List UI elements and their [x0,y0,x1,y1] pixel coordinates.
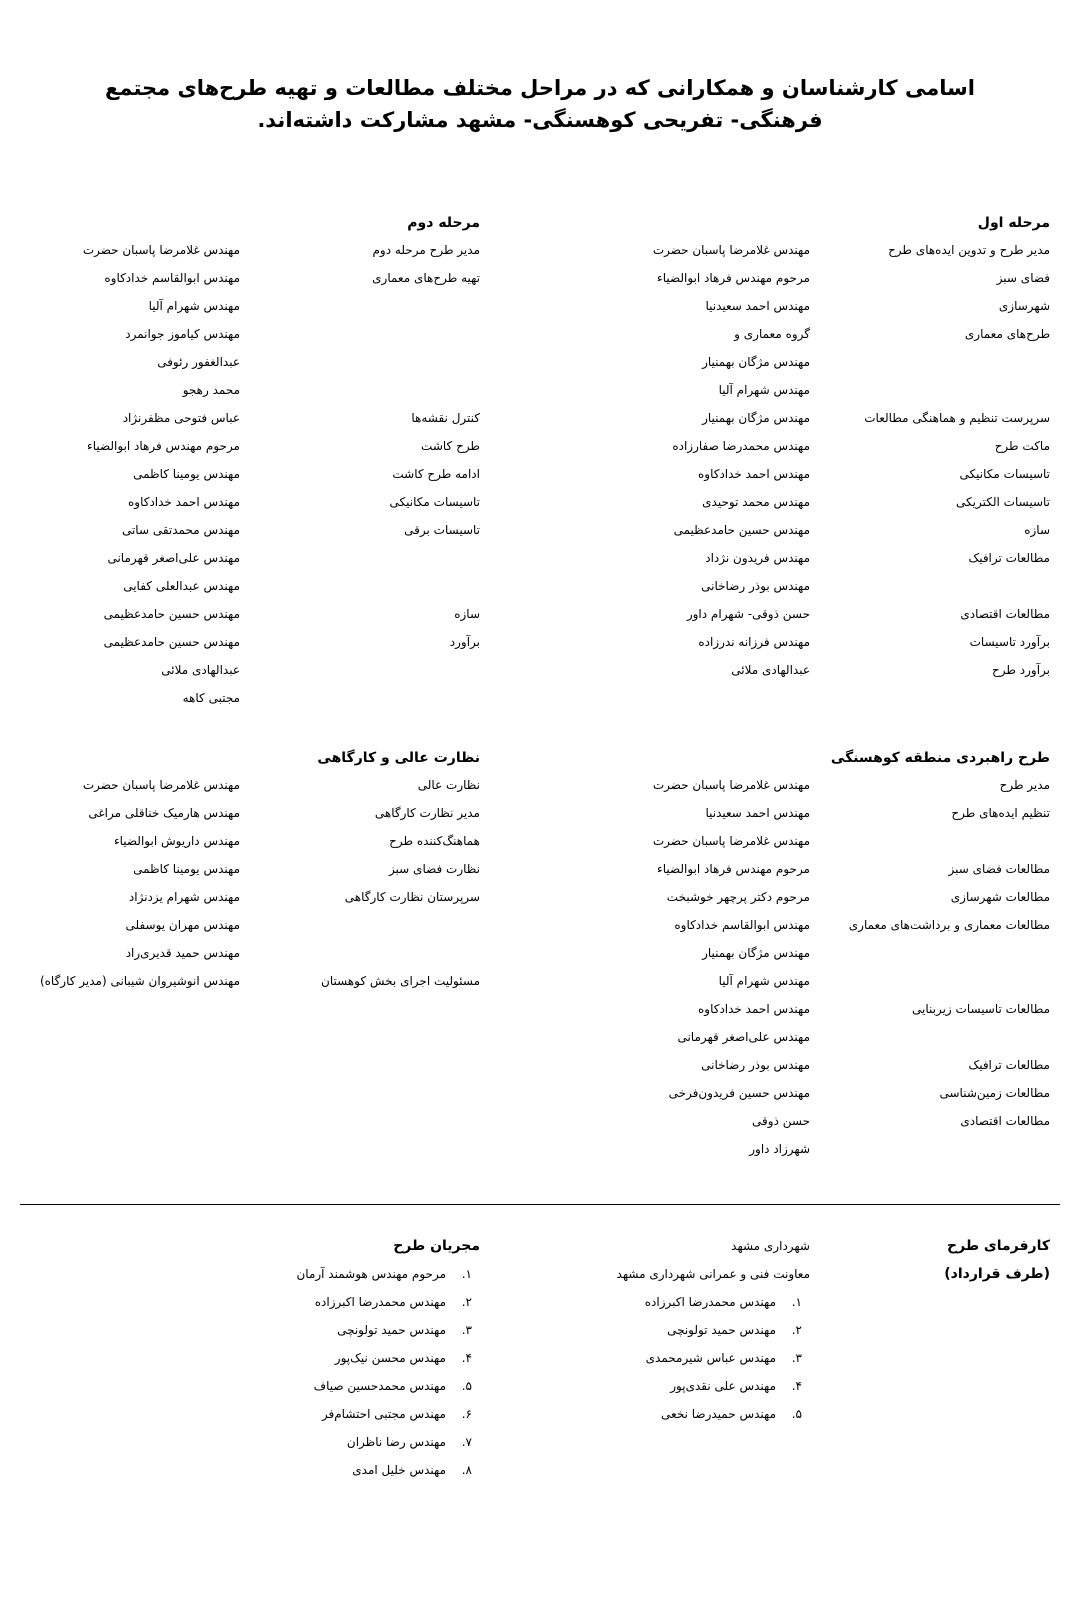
person-name: مهندس عباس شیرمحمدی [645,1351,776,1365]
credit-row [570,432,1050,460]
credit-row [570,656,1050,684]
credit-row [570,1079,1050,1107]
role-label: شهرسازی [998,299,1050,313]
item-number: ۳. [461,1323,472,1337]
person-name: مهندس حسین حامدعظیمی [673,523,810,537]
item-number: ۵. [791,1407,802,1421]
role-label: تاسیسات برقی [404,523,480,537]
role-label: برآورد [449,635,480,649]
role-label: مطالعات ترافیک [968,551,1050,565]
item-number: ۴. [461,1351,472,1365]
role-label: سرپرستان نظارت کارگاهی [344,890,480,904]
list-item [220,1372,480,1400]
person-name: مهندس محمدرضا اکبرزاده [644,1295,776,1309]
koohsangi-section [570,745,1050,1163]
credit-row [570,1135,1050,1163]
credit-row [570,236,1050,264]
list-item [550,1316,810,1344]
role-label: تاسیسات مکانیکی [389,495,480,509]
person-name: مهندس علی‌اصغر قهرمانی [677,1030,810,1044]
person-name: مهندس بوذر رضاخانی [701,1058,810,1072]
person-name: مهندس حسین فریدون‌فرخی [668,1086,810,1100]
person-name: مهندس حسین حامدعظیمی [103,607,240,621]
role-label: فضای سبز [996,271,1050,285]
credit-row [20,855,480,883]
person-name: مهندس حسین حامدعظیمی [103,635,240,649]
role-label: سازه [454,607,480,621]
person-name: مهندس ابوالقاسم خدادکاوه [674,918,810,932]
credit-row [570,1023,1050,1051]
stage1-rows [570,236,1050,684]
person-name: عبدالهادی ملائی [731,663,810,677]
credit-row [30,432,480,460]
credit-row [30,684,480,712]
person-name: مهندس احمد سعیدنیا [705,806,810,820]
credit-row [30,348,480,376]
person-name: مرحوم دکتر پرچهر خوشبخت [666,890,810,904]
role-label: هماهنگ‌کننده طرح [389,834,480,848]
role-label: کنترل نقشه‌ها [411,411,480,425]
list-item [550,1400,810,1428]
credit-row [570,911,1050,939]
person-name: مهندس حمید تولونچی [337,1323,446,1337]
person-name: مهندس یومینا کاظمی [133,862,240,876]
document-title: اسامی کارشناسان و همکارانی که در مراحل مختلف مطالعات و تهیه طرح‌های مجتمع فرهنگی- تفریحی کوهسنگی- مشهد مشارکت داشته‌اند. [105,76,975,132]
role-label: برآورد تاسیسات [969,635,1050,649]
person-name: مرحوم مهندس فرهاد ابوالضیاء [657,271,810,285]
person-name: مهندس شهرام آلیا [718,383,810,397]
credit-row [570,544,1050,572]
person-name: مرحوم مهندس فرهاد ابوالضیاء [87,439,240,453]
person-name: مهندس هارمیک خناقلی مراغی [88,806,240,820]
role-label: تنظیم ایده‌های طرح [951,806,1050,820]
person-name: مهندس مژگان بهمنیار [702,355,810,369]
person-name: عبدالغفور رئوفی [157,355,240,369]
person-name: مهندس محسن نیک‌پور [334,1351,446,1365]
credit-row [570,883,1050,911]
person-name: مهندس حمید قدیری‌راد [125,946,240,960]
role-label: ادامه طرح کاشت [392,467,480,481]
role-label: نظارت فضای سبز [388,862,480,876]
person-name: مهندس مژگان بهمنیار [702,946,810,960]
supervision-rows [20,771,480,995]
credit-row [30,404,480,432]
person-name: مهندس احمد خدادکاوه [698,467,810,481]
person-name: مهندس غلامرضا پاسبان حضرت [82,778,240,792]
role-label: برآورد طرح [992,663,1050,677]
contractors-members [220,1260,480,1484]
stage2-heading: مرحله دوم [407,215,480,231]
person-name: محمد رهجو [182,383,240,397]
municipality-block [550,1232,810,1428]
credit-row [570,799,1050,827]
item-number: ۴. [791,1379,802,1393]
person-name: مهندس کیاموز جوانمرد [125,327,240,341]
person-name: مهندس عبدالعلی کفایی [123,579,240,593]
person-name: مهندس احمد سعیدنیا [705,299,810,313]
person-name: مهندس علی‌اصغر قهرمانی [107,551,240,565]
credit-row [30,600,480,628]
item-number: ۸. [461,1463,472,1477]
role-label: مطالعات تاسیسات زیربنایی [912,1002,1050,1016]
role-label: مطالعات ترافیک [968,1058,1050,1072]
role-label: مدیر طرح مرحله دوم [372,243,480,257]
role-label: مطالعات زمین‌شناسی [939,1086,1050,1100]
credit-row [30,376,480,404]
credit-row [570,967,1050,995]
person-name: عباس فتوحی مظفرنژاد [122,411,240,425]
person-name: مجتبی کاهه [182,691,240,705]
person-name: شهرزاد داور [749,1142,810,1156]
person-name: مهندس احمد خدادکاوه [698,1002,810,1016]
person-name: مهندس غلامرضا پاسبان حضرت [82,243,240,257]
stage2-section [30,210,480,712]
credit-row [570,320,1050,348]
credit-row [30,572,480,600]
person-name: مهندس ابوالقاسم خدادکاوه [104,271,240,285]
item-number: ۷. [461,1435,472,1449]
role-label: مطالعات معماری و برداشت‌های معماری [848,918,1050,932]
credit-row [570,771,1050,799]
person-name: مهندس غلامرضا پاسبان حضرت [652,834,810,848]
item-number: ۵. [461,1379,472,1393]
credit-row [20,799,480,827]
person-name: مهندس محمدتقی ساتی [121,523,240,537]
credit-row [20,827,480,855]
person-name: مهندس شهرام آلیا [148,299,240,313]
person-name: مرحوم مهندس هوشمند آرمان [296,1267,446,1281]
person-name: مهندس مهران یوسفلی [125,918,240,932]
credit-row [570,376,1050,404]
employer-block [944,1232,1050,1288]
list-item [550,1372,810,1400]
person-name: مهندس فرزانه ندرزاده [698,635,810,649]
role-label: ماکت طرح [994,439,1050,453]
person-name: مهندس خلیل امدی [352,1463,446,1477]
person-name: مهندس محمدرضا اکبرزاده [314,1295,446,1309]
municipality-members [550,1288,810,1428]
person-name: مهندس یومینا کاظمی [133,467,240,481]
person-name: مهندس احمد خدادکاوه [128,495,240,509]
person-name: مهندس بوذر رضاخانی [701,579,810,593]
contractors-block [220,1232,480,1484]
item-number: ۱. [461,1267,472,1281]
role-label: مسئولیت اجرای بخش کوهستان [321,974,480,988]
list-item [220,1316,480,1344]
credit-row [570,488,1050,516]
person-name: عبدالهادی ملائی [161,663,240,677]
role-label: طرح‌های معماری [964,327,1050,341]
credit-row [30,460,480,488]
credit-row [570,1051,1050,1079]
supervision-heading: نظارت عالی و کارگاهی [317,750,480,766]
credit-row [20,883,480,911]
role-label: مطالعات اقتصادی [960,1114,1050,1128]
item-number: ۲. [461,1295,472,1309]
credit-row [20,771,480,799]
role-label: مطالعات فضای سبز [948,862,1050,876]
municipality-name: شهرداری مشهد [731,1239,810,1253]
person-name: مهندس داریوش ابوالضیاء [113,834,240,848]
list-item [220,1428,480,1456]
credit-row [570,1107,1050,1135]
credit-row [570,404,1050,432]
person-name: مهندس شهرام یزدنژاد [128,890,240,904]
credit-row [30,516,480,544]
list-item [550,1288,810,1316]
credit-row [570,516,1050,544]
stage1-section [570,210,1050,684]
item-number: ۳. [791,1351,802,1365]
person-name: حسن ذوقی- شهرام داور [686,607,810,621]
person-name: مهندس حمیدرضا نخعی [661,1407,776,1421]
credit-row [570,855,1050,883]
stage1-heading: مرحله اول [977,215,1050,231]
person-name: مهندس علی نقدی‌پور [670,1379,776,1393]
credit-row [20,967,480,995]
credit-row [30,488,480,516]
role-label: مدیر نظارت کارگاهی [374,806,480,820]
list-item [220,1288,480,1316]
item-number: ۶. [461,1407,472,1421]
credit-row [570,572,1050,600]
credit-row [30,628,480,656]
credit-row [570,995,1050,1023]
item-number: ۲. [791,1323,802,1337]
list-item [220,1260,480,1288]
person-name: مهندس شهرام آلیا [718,974,810,988]
role-label: مطالعات شهرسازی [950,890,1050,904]
koohsangi-rows [570,771,1050,1163]
role-label: تهیه طرح‌های معماری [372,271,480,285]
credit-row [570,600,1050,628]
role-label: تاسیسات مکانیکی [959,467,1050,481]
person-name: مهندس مجتبی احتشام‌فر [321,1407,446,1421]
person-name: گروه معماری و [734,327,810,341]
credit-row [570,348,1050,376]
person-name: مهندس مژگان بهمنیار [702,411,810,425]
role-label: مدیر طرح [999,778,1050,792]
person-name: مهندس غلامرضا پاسبان حضرت [652,243,810,257]
list-item [220,1344,480,1372]
municipality-deputy: معاونت فنی و عمرانی شهرداری مشهد [616,1267,810,1281]
credit-row [30,236,480,264]
credit-row [30,264,480,292]
credit-row [570,939,1050,967]
credit-row [570,264,1050,292]
list-item [220,1456,480,1484]
person-name: مهندس حمید تولونچی [667,1323,776,1337]
role-label: مدیر طرح و تدوین ایده‌های طرح [888,243,1050,257]
employer-title: کارفرمای طرح [947,1238,1050,1254]
role-label: نظارت عالی [417,778,480,792]
credit-row [20,911,480,939]
role-label: سازه [1024,523,1050,537]
person-name: مرحوم مهندس فرهاد ابوالضیاء [657,862,810,876]
credit-row [30,292,480,320]
role-label: سرپرست تنظیم و هماهنگی مطالعات [864,411,1050,425]
role-label: مطالعات اقتصادی [960,607,1050,621]
credit-row [570,292,1050,320]
role-label: تاسیسات الکتریکی [956,495,1050,509]
supervision-section [20,745,480,995]
employer-subtitle: (طرف قرارداد) [944,1266,1050,1282]
list-item [220,1400,480,1428]
list-item [550,1344,810,1372]
credit-row [30,320,480,348]
credit-row [30,544,480,572]
section-divider [20,1204,1060,1205]
person-name: حسن ذوقی [752,1114,810,1128]
person-name: مهندس غلامرضا پاسبان حضرت [652,778,810,792]
person-name: مهندس رضا ناظران [346,1435,446,1449]
credit-row [30,656,480,684]
person-name: مهندس محمدحسین صیاف [313,1379,446,1393]
contractors-heading: مجریان طرح [393,1238,480,1254]
role-label: طرح کاشت [421,439,480,453]
stage2-rows [30,236,480,712]
person-name: مهندس محمد توحیدی [702,495,810,509]
credit-row [20,939,480,967]
person-name: مهندس انوشیروان شیبانی (مدیر کارگاه) [39,974,240,988]
credit-row [570,827,1050,855]
item-number: ۱. [791,1295,802,1309]
person-name: مهندس فریدون نژداد [705,551,810,565]
koohsangi-heading: طرح راهبردی منطقه کوهسنگی [830,750,1050,766]
person-name: مهندس محمدرضا صفارزاده [672,439,810,453]
credit-row [570,628,1050,656]
credit-row [570,460,1050,488]
